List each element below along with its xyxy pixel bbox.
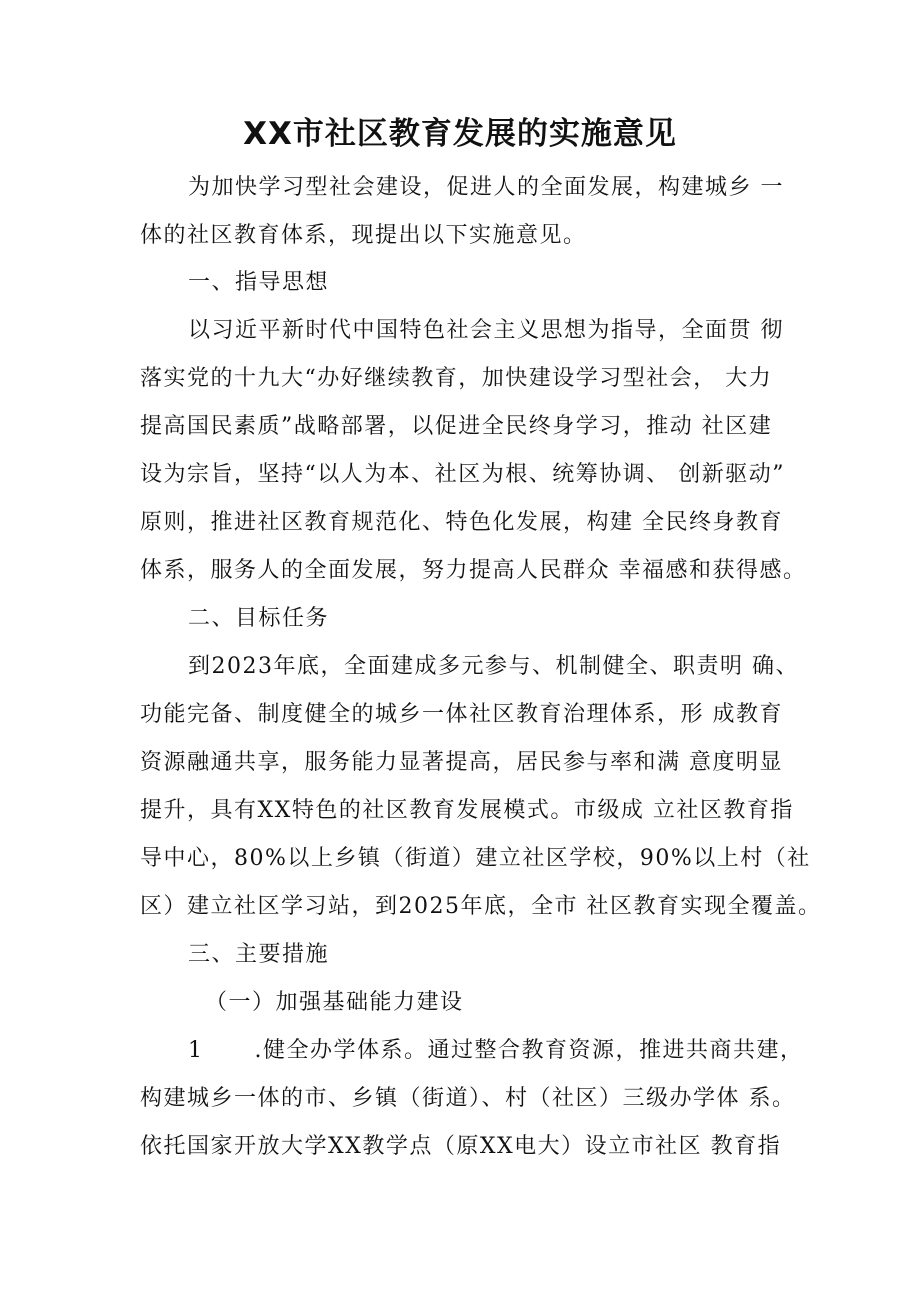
paragraph-line: 1 .健全办学体系。通过整合教育资源，推进共商共建， — [188, 1038, 804, 1063]
paragraph-line: 为加快学习型社会建设，促进人的全面发展，构建城乡 一 — [188, 175, 784, 200]
section-heading: 一、指导思想 — [188, 270, 330, 295]
section-heading: 二、目标任务 — [188, 606, 330, 631]
paragraph-line: 构建城乡一体的市、乡镇（街道）、村（社区）三级办学体 系。 — [140, 1086, 796, 1111]
paragraph-line: 提升，具有XX特色的社区教育发展模式。市级成 立社区教育指 — [140, 798, 794, 823]
paragraph-line: 功能完备、制度健全的城乡一体社区教育治理体系，形 成教育 — [140, 702, 783, 727]
paragraph-line: 体的社区教育体系，现提出以下实施意见。 — [140, 223, 587, 248]
paragraph-line: 提高国民素质”战略部署，以促进全民终身学习，推动 社区建 — [140, 414, 773, 439]
paragraph-line: 落实党的十九大“办好继续教育，加快建设学习型社会， 大力 — [140, 366, 773, 391]
paragraph-line: 到2023年底，全面建成多元参与、机制健全、职责明 确、 — [188, 654, 799, 679]
subsection-heading: （一）加强基础能力建设 — [205, 990, 464, 1015]
paragraph-line: 资源融通共享，服务能力显著提高，居民参与率和满 意度明显 — [140, 750, 783, 775]
paragraph-line: 导中心，80%以上乡镇（街道）建立社区学校，90%以上村（社 — [140, 846, 811, 871]
paragraph-line: 原则，推进社区教育规范化、特色化发展，构建 全民终身教育 — [140, 510, 783, 535]
paragraph-line: 以习近平新时代中国特色社会主义思想为指导，全面贯 彻 — [188, 318, 784, 343]
document-title: XX市社区教育发展的实施意见 — [243, 116, 677, 152]
paragraph-line: 体系，服务人的全面发展，努力提高人民群众 幸福感和获得感。 — [140, 558, 807, 583]
paragraph-line: 区）建立社区学习站，到2025年底，全市 社区教育实现全覆盖。 — [140, 894, 822, 919]
paragraph-line: 设为宗旨，坚持“以人为本、社区为根、统筹协调、 创新驱动” — [140, 462, 785, 487]
paragraph-line: 依托国家开放大学XX教学点（原XX电大）设立市社区 教育指 — [140, 1134, 782, 1159]
section-heading: 三、主要措施 — [188, 942, 330, 967]
